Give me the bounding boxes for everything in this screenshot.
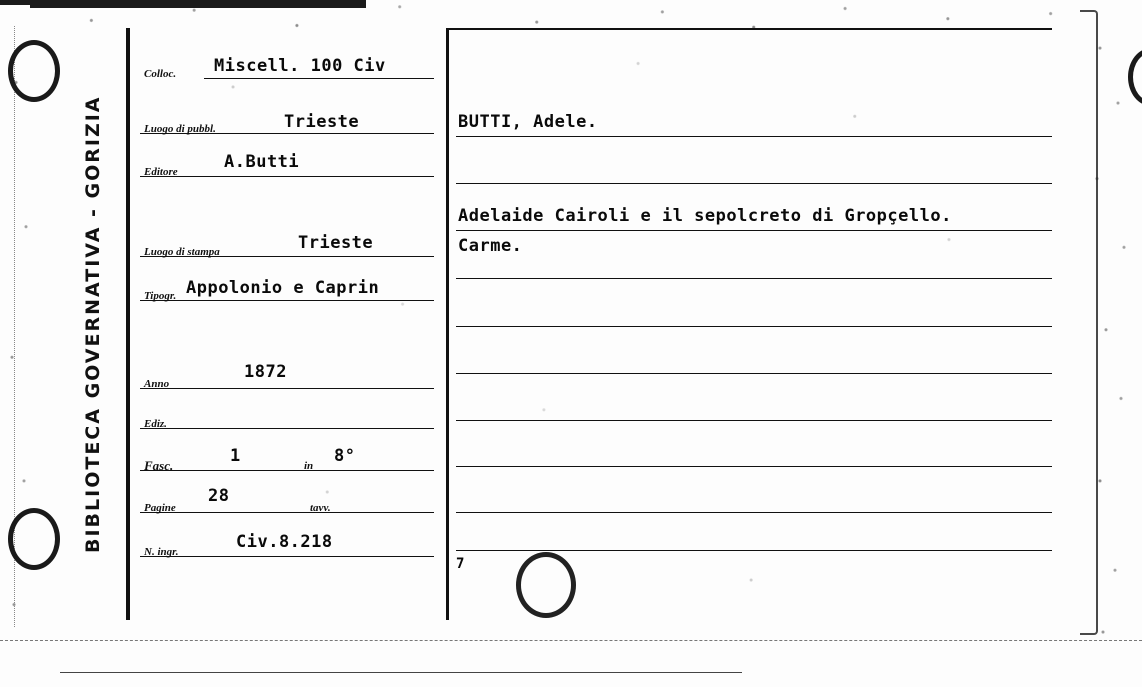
- label-luogo-stampa: Luogo di stampa: [144, 246, 220, 258]
- rule-pagine: [140, 512, 434, 513]
- card-column-divider: [446, 28, 449, 620]
- value-pagine: 28: [208, 486, 230, 506]
- label-editore: Editore: [144, 166, 178, 178]
- label-pagine: Pagine: [144, 502, 176, 514]
- rule-tipogr: [140, 300, 434, 301]
- right-column-top-rule: [446, 28, 1052, 30]
- adjacent-card-edge-corner: [0, 0, 34, 5]
- card-left-border: [126, 28, 130, 620]
- label-anno: Anno: [144, 378, 170, 390]
- card-frame-right: [1080, 10, 1098, 635]
- card-page-number: 7: [456, 556, 465, 572]
- value-luogo-stampa: Trieste: [298, 233, 374, 253]
- binder-ring-top-right: [1128, 48, 1142, 106]
- right-rule-6: [456, 373, 1052, 374]
- label-colloc: Colloc.: [144, 68, 177, 80]
- value-in: 8°: [334, 446, 356, 466]
- rule-editore: [140, 176, 434, 177]
- rule-anno: [140, 388, 434, 389]
- value-n-ingr: Civ.8.218: [236, 532, 333, 552]
- value-tipogr: Appolonio e Caprin: [186, 278, 380, 298]
- library-stamp: BIBLIOTECA GOVERNATIVA - GORIZIA: [82, 95, 104, 553]
- right-rule-8: [456, 466, 1052, 467]
- value-anno: 1872: [244, 362, 287, 382]
- entry-title: Adelaide Cairoli e il sepolcreto di Gropçello.: [458, 206, 952, 226]
- label-fasc: Fasc.: [144, 458, 174, 473]
- label-luogo-pubbl: Luogo di pubbl.: [144, 123, 216, 135]
- value-luogo-pubbl: Trieste: [284, 112, 360, 132]
- binder-ring-top-left: [8, 40, 60, 102]
- adjacent-card-edge: [30, 0, 366, 8]
- value-fasc: 1: [230, 446, 241, 466]
- right-rule-1: [456, 136, 1052, 137]
- crop-guide-bottom-solid: [60, 672, 742, 673]
- rule-ediz: [140, 428, 434, 429]
- right-rule-2: [456, 183, 1052, 184]
- right-rule-5: [456, 326, 1052, 327]
- right-rule-10: [456, 550, 1052, 551]
- right-rule-7: [456, 420, 1052, 421]
- right-rule-4: [456, 278, 1052, 279]
- right-rule-3: [456, 230, 1052, 231]
- scan-noise-left: [0, 0, 40, 687]
- label-ediz: Ediz.: [144, 418, 167, 430]
- crop-guide-bottom: [0, 640, 1142, 641]
- label-n-ingr: N. ingr.: [144, 546, 179, 558]
- value-colloc: Miscell. 100 Civ: [214, 56, 386, 76]
- rule-fasc: [140, 470, 434, 471]
- rule-n-ingr: [140, 556, 434, 557]
- rule-colloc: [204, 78, 434, 79]
- value-editore: A.Butti: [224, 152, 300, 172]
- label-tipogr: Tipogr.: [144, 290, 177, 302]
- label-in: in: [304, 460, 314, 472]
- entry-note: Carme.: [458, 236, 523, 256]
- catalogue-card: [126, 28, 1056, 620]
- binder-ring-bottom-left: [8, 508, 60, 570]
- entry-author: BUTTI, Adele.: [458, 112, 598, 132]
- label-tavv: tavv.: [310, 502, 331, 514]
- right-rule-9: [456, 512, 1052, 513]
